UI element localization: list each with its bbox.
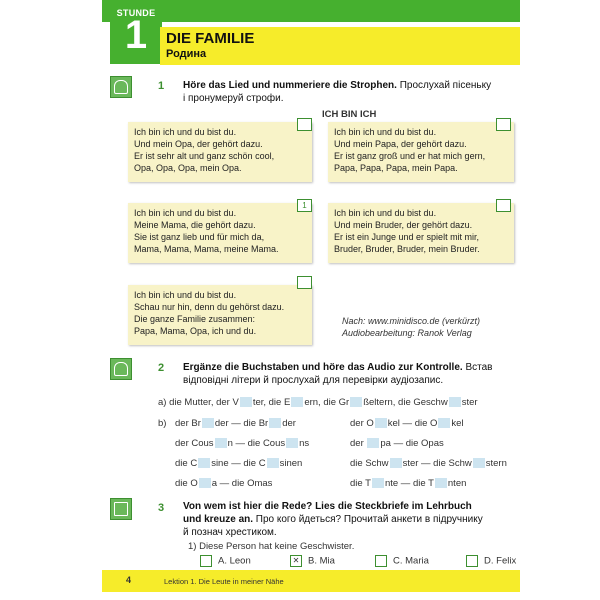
option-checkbox[interactable] [200, 555, 212, 567]
letter-blank[interactable] [367, 438, 379, 448]
exercise-1-instruction-de: Höre das Lied und nummeriere die Strophen. [183, 80, 397, 91]
word-part: sinen [279, 458, 303, 469]
row-label: a) [158, 397, 167, 408]
option-label: B. Mia [308, 555, 335, 567]
gap-row-a [158, 397, 478, 408]
word-part: stern [485, 458, 507, 469]
strophe-line: Ich bin ich und du bist du. [334, 208, 437, 218]
exercise-3-instruction-de-2: und kreuze an. [183, 514, 254, 525]
filled-letter: u [192, 397, 198, 408]
word-part: a — die Omas [211, 478, 273, 489]
strophe-line: Ich bin ich und du bist du. [134, 208, 237, 218]
word-part: der O [350, 418, 374, 429]
book-icon[interactable] [110, 498, 132, 520]
source-note [342, 315, 480, 339]
strophe-line: Mama, Mama, Mama, meine Mama. [134, 244, 279, 254]
word-part: kel [451, 418, 464, 429]
header-band [102, 0, 520, 22]
exercise-1-number: 1 [158, 80, 165, 92]
page-title: DIE FAMILIE [166, 30, 255, 47]
exercise-2-instruction-ua-2: відповідні літери й прослухай для перевірки аудіозапис. [183, 375, 444, 386]
word-part: die T [350, 478, 371, 489]
letter-blank[interactable] [286, 438, 298, 448]
strophe-number-box[interactable]: 1 [297, 199, 312, 212]
strophe-line: Ich bin ich und du bist du. [134, 290, 237, 300]
lesson-label: STUNDE [116, 8, 156, 18]
word-part: die Schw [350, 458, 389, 469]
letter-blank[interactable] [375, 418, 387, 428]
source-line: Audiobearbeitung: Ranok Verlag [342, 328, 472, 338]
word-part: tter, der V [197, 397, 239, 408]
strophe-number-box[interactable] [297, 118, 312, 131]
word-part: ster [461, 397, 478, 408]
strophe-line: Papa, Papa, Papa, mein Papa. [334, 163, 458, 173]
gap-left-3 [175, 458, 302, 469]
exercise-2-number: 2 [158, 362, 165, 374]
word-part: sine — die C [211, 458, 266, 469]
exercise-3-instruction-de: Von wem ist hier die Rede? Lies die Steckbriefe im Lehrbuch [183, 501, 472, 512]
gap-left-2 [175, 438, 309, 449]
word-part: ern, die Gr [304, 397, 350, 408]
word-part: nte — die T [384, 478, 434, 489]
word-part: pa — die Opas [380, 438, 444, 449]
strophe-line: Papa, Mama, Opa, ich und du. [134, 326, 257, 336]
letter-blank[interactable] [473, 458, 485, 468]
word-part: die O [175, 478, 198, 489]
strophe-line: Schau nur hin, denn du gehörst dazu. [134, 302, 285, 312]
word-part: ter, die E [252, 397, 291, 408]
option-a[interactable] [200, 555, 251, 567]
letter-blank[interactable] [215, 438, 227, 448]
strophe-line: Ich bin ich und du bist du. [334, 127, 437, 137]
strophe-line: Er ist ein Junge und er spielt mit mir, [334, 232, 480, 242]
gap-left-4 [175, 478, 272, 489]
word-part: kel — die O [387, 418, 438, 429]
letter-blank[interactable] [199, 478, 211, 488]
strophe-card [128, 203, 312, 263]
page-margin-left [0, 0, 82, 600]
word-part: die M [169, 397, 193, 408]
letter-blank[interactable] [438, 418, 450, 428]
letter-blank[interactable] [267, 458, 279, 468]
strophe-line: Er ist sehr alt und ganz schön cool, [134, 151, 275, 161]
strophe-line: Er ist ganz groß und er hat mich gern, [334, 151, 486, 161]
option-checkbox[interactable]: ✕ [290, 555, 302, 567]
gap-right-2 [350, 438, 444, 449]
strophe-card [128, 285, 312, 345]
strophe-line: Ich bin ich und du bist du. [134, 127, 237, 137]
exercise-3-instruction [183, 500, 523, 539]
word-part: der — die Br [214, 418, 269, 429]
strophe-number-box[interactable] [297, 276, 312, 289]
option-label: D. Felix [484, 555, 517, 567]
footer-text: Lektion 1. Die Leute in meiner Nähe [164, 577, 284, 586]
option-d[interactable] [466, 555, 516, 567]
lesson-badge [110, 6, 162, 64]
strophe-line: Und mein Bruder, der gehört dazu. [334, 220, 473, 230]
title-bar [160, 27, 520, 65]
strophe-line: Opa, Opa, Opa, mein Opa. [134, 163, 242, 173]
word-part: der [282, 418, 296, 429]
song-title: ICH BIN ICH [322, 109, 377, 120]
word-part: nten [447, 478, 467, 489]
exercise-3-instruction-ua: Про кого йдеться? Прочитай анкети в підручнику [255, 514, 483, 525]
exercise-2-instruction [183, 361, 513, 387]
letter-blank[interactable] [291, 397, 303, 407]
strophe-line: Meine Mama, die gehört dazu. [134, 220, 256, 230]
strophe-card [328, 122, 514, 182]
exercise-3-question: 1) Diese Person hat keine Geschwister. [188, 541, 355, 552]
exercise-1-instruction [183, 79, 513, 105]
letter-blank[interactable] [372, 478, 384, 488]
lesson-number: 1 [124, 13, 148, 57]
option-b[interactable] [290, 555, 335, 567]
letter-blank[interactable] [198, 458, 210, 468]
exercise-3-instruction-ua-2: й познач хрестиком. [183, 527, 277, 538]
strophe-line: Und mein Papa, der gehört dazu. [334, 139, 467, 149]
exercise-3-number: 3 [158, 502, 165, 514]
letter-blank[interactable] [435, 478, 447, 488]
strophe-card [128, 122, 312, 182]
exercise-2-instruction-ua: Встав [465, 362, 493, 373]
word-part: ßeltern, die Geschw [363, 397, 448, 408]
option-checkbox[interactable] [375, 555, 387, 567]
letter-blank[interactable] [269, 418, 281, 428]
word-part: der Br [175, 418, 201, 429]
strophe-number-box[interactable] [496, 199, 511, 212]
word-part: n — die Cous [227, 438, 286, 449]
exercise-1-instruction-ua: Прослухай пісеньку [399, 80, 492, 91]
gap-left-1 [175, 418, 296, 429]
word-part: der [350, 438, 367, 449]
headphones-icon[interactable] [110, 358, 132, 380]
word-part: ster — die Schw [402, 458, 472, 469]
option-label: A. Leon [218, 555, 251, 567]
letter-blank[interactable] [449, 397, 461, 407]
letter-blank[interactable] [390, 458, 402, 468]
option-c[interactable] [375, 555, 429, 567]
gap-right-3 [350, 458, 507, 469]
exercise-2-instruction-de: Ergänze die Buchstaben und höre das Audio zur Kontrolle. [183, 362, 463, 373]
word-part: die C [175, 458, 198, 469]
option-label: C. Maria [393, 555, 429, 567]
page-number: 4 [126, 575, 132, 585]
gap-right-1 [350, 418, 464, 429]
option-checkbox[interactable] [466, 555, 478, 567]
letter-blank[interactable] [350, 397, 362, 407]
strophe-line: Bruder, Bruder, Bruder, mein Bruder. [334, 244, 480, 254]
strophe-card [328, 203, 514, 263]
page-margin-right [538, 0, 600, 600]
word-part: ns [299, 438, 310, 449]
page-subtitle: Родина [166, 48, 207, 60]
letter-blank[interactable] [202, 418, 214, 428]
strophe-line: Die ganze Familie zusammen: [134, 314, 256, 324]
exercise-1-instruction-ua-2: і пронумеруй строфи. [183, 93, 284, 104]
letter-blank[interactable] [240, 397, 252, 407]
source-line: Nach: www.minidisco.de (verkürzt) [342, 316, 481, 326]
row-b-label: b) [158, 418, 167, 429]
strophe-line: Und mein Opa, der gehört dazu. [134, 139, 263, 149]
strophe-number-box[interactable] [496, 118, 511, 131]
headphones-icon[interactable] [110, 76, 132, 98]
strophe-line: Sie ist ganz lieb und für mich da, [134, 232, 265, 242]
word-part: der Cous [175, 438, 214, 449]
gap-right-4 [350, 478, 466, 489]
